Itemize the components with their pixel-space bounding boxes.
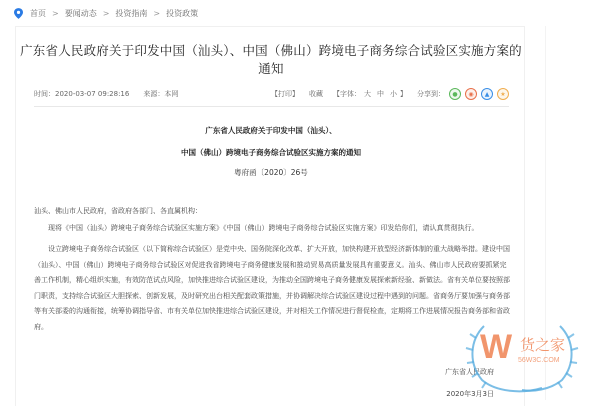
paragraph-2-line: 设立跨境电子商务综合试验区（以下简称综合试验区）是党中央、国务院深化改革、扩大开放，加快构建开放型经济新体制的重大战略举措。建设中国 xyxy=(48,245,510,253)
breadcrumb-separator: > xyxy=(102,8,110,18)
font-medium-button[interactable]: 中 xyxy=(377,90,384,98)
watermark-logo xyxy=(462,318,582,398)
paragraph-1: 现将《中国（汕头）跨境电子商务综合试验区实施方案》《中国（佛山）跨境电子商务综合试验区实施方案》印发给你们，请认真贯彻执行。 xyxy=(48,224,479,232)
wechat-icon[interactable]: ● xyxy=(449,88,461,100)
doc-header-line1: 广东省人民政府关于印发中国（汕头）、 xyxy=(205,126,337,135)
location-pin-icon xyxy=(14,8,23,19)
qzone-icon[interactable]: ★ xyxy=(497,88,509,100)
article-panel xyxy=(15,26,525,406)
svg-text:56W3C.COM: 56W3C.COM xyxy=(518,357,560,364)
signature: 广东省人民政府 xyxy=(445,368,494,376)
font-size-close: 】 xyxy=(400,90,407,98)
article-title: 广东省人民政府关于印发中国（汕头）、中国（佛山）跨境电子商务综合试验区实施方案的通知 xyxy=(20,43,522,76)
laurel-icon xyxy=(462,318,582,398)
paragraph-2 xyxy=(34,242,514,335)
breadcrumb-news[interactable]: 要闻动态 xyxy=(64,8,97,18)
qq-icon[interactable]: ▲ xyxy=(481,88,493,100)
paragraph-2-line: 门职责，支持综合试验区大胆探索、创新发展，及时研究出台相关配套政策措施，并协调解决综合试验区建设过程中遇到的问题。省商务厅要加强与商务部 xyxy=(34,291,510,300)
doc-number: 粤府函〔2020〕26号 xyxy=(234,168,308,177)
svg-text:W: W xyxy=(480,328,513,366)
publish-time: 时间：2020-03-07 09:28:16 xyxy=(34,90,130,98)
meta-divider xyxy=(34,106,509,107)
svg-text:货之家: 货之家 xyxy=(520,336,566,354)
paragraph-2-line: 善工作机制，精心组织实施，有效防范试点风险，加快推进综合试验区建设，为推动全国跨境电子商务健康发展探索新经验、新做法。省有关单位要按照部 xyxy=(34,276,510,284)
font-small-button[interactable]: 小 xyxy=(390,90,397,98)
breadcrumb-separator: > xyxy=(52,8,59,18)
article-meta xyxy=(34,87,509,101)
paragraph-2-line: （汕头）、中国（佛山）跨境电子商务综合试验区对促进我省跨境电子商务健康发展和推动贸易高质量发展具有重要意义。汕头、佛山市人民政府要抓紧完 xyxy=(34,260,507,269)
article-source: 来源：本网 xyxy=(143,90,179,98)
font-size-label: 【字体： xyxy=(333,90,361,98)
print-button[interactable]: 【打印】 xyxy=(271,90,299,98)
paragraph-2-line: 府。 xyxy=(34,322,48,331)
breadcrumb-investment-guide[interactable]: 投资指南 xyxy=(115,8,148,18)
favorite-button[interactable]: 收藏 xyxy=(309,90,323,98)
share-bar xyxy=(417,88,509,100)
breadcrumb-home[interactable]: 首页 xyxy=(30,8,46,18)
weibo-icon[interactable]: ◉ xyxy=(465,88,477,100)
font-size-selector xyxy=(333,89,407,99)
paragraph-2-line: 等有关部委的沟通衔接，统筹协调指导省、市有关单位加快推进综合试验区建设，并对相关工作情况进行督促检查，定期将工作进展情况报告商务部和省政 xyxy=(34,307,510,315)
doc-header-line2: 中国（佛山）跨境电子商务综合试验区实施方案的通知 xyxy=(181,148,361,157)
breadcrumb-separator: > xyxy=(153,8,161,18)
salutation: 汕头、佛山市人民政府，省政府各部门、各直属机构： xyxy=(34,207,202,215)
breadcrumb xyxy=(14,6,198,20)
font-large-button[interactable]: 大 xyxy=(364,90,371,98)
share-label: 分享到： xyxy=(417,90,445,98)
sign-date: 2020年3月3日 xyxy=(446,390,494,398)
breadcrumb-investment-policy[interactable]: 投资政策 xyxy=(166,8,199,18)
